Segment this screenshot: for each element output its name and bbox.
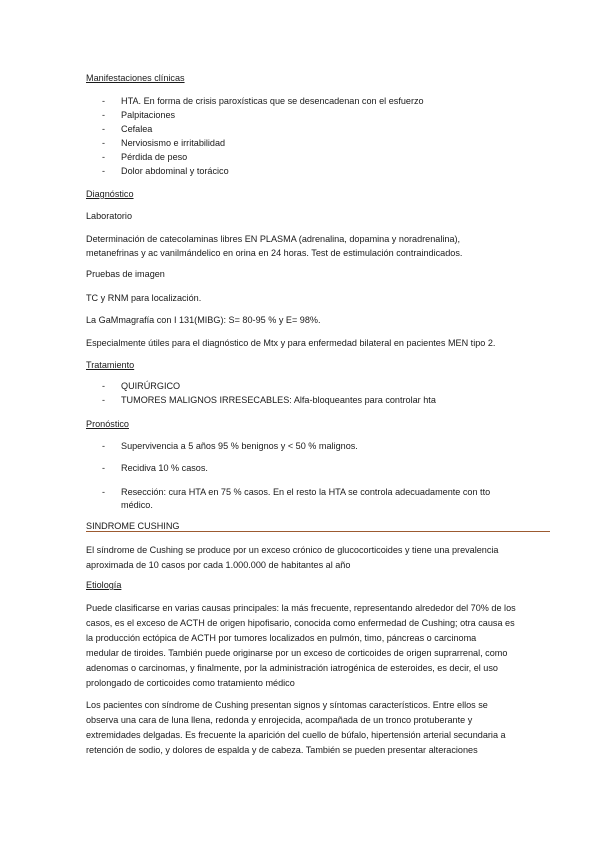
bullet: - xyxy=(102,96,105,106)
heading-etiologia: Etiología xyxy=(86,580,122,590)
paragraph-line: prolongado de corticoides como tratamiento médico xyxy=(86,678,295,688)
paragraph-line: medular de tiroides. También puede originarse por un exceso de corticoides de origen suprarrenal, como xyxy=(86,648,508,658)
paragraph-line: adenomas o carcinomas, y finalmente, por la administración iatrogénica de esteroides, es decir, el uso xyxy=(86,663,498,673)
subheading-laboratorio: Laboratorio xyxy=(86,211,133,221)
bullet: - xyxy=(102,487,105,497)
list-item: Dolor abdominal y torácico xyxy=(121,166,229,176)
list-item-continuation: médico. xyxy=(121,500,153,510)
heading-tratamiento: Tratamiento xyxy=(86,360,135,370)
bullet: - xyxy=(102,166,105,176)
list-item: Recidiva 10 % casos. xyxy=(121,463,208,473)
list-item: Supervivencia a 5 años 95 % benignos y < 50 % malignos. xyxy=(121,441,358,451)
paragraph-line: aproximada de 10 casos por cada 1.000.000 de habitantes al año xyxy=(86,560,351,570)
bullet: - xyxy=(102,124,105,134)
paragraph-line: Puede clasificarse en varias causas principales: la más frecuente, representando alrededor del 70% de los xyxy=(86,603,516,613)
list-item: Pérdida de peso xyxy=(121,152,188,162)
paragraph-line: Determinación de catecolaminas libres EN PLASMA (adrenalina, dopamina y noradrenalina), xyxy=(86,234,461,244)
bullet: - xyxy=(102,463,105,473)
bullet: - xyxy=(102,152,105,162)
heading-pronostico: Pronóstico xyxy=(86,419,129,429)
list-item: TUMORES MALIGNOS IRRESECABLES: Alfa-bloqueantes para controlar hta xyxy=(121,395,436,405)
paragraph-line: Los pacientes con síndrome de Cushing presentan signos y síntomas característicos. Entre ellos se xyxy=(86,700,488,710)
bullet: - xyxy=(102,110,105,120)
paragraph-line: TC y RNM para localización. xyxy=(86,293,202,303)
bullet: - xyxy=(102,395,105,405)
bullet: - xyxy=(102,138,105,148)
heading-manifestaciones: Manifestaciones clínicas xyxy=(86,73,185,83)
list-item: HTA. En forma de crisis paroxísticas que se desencadenan con el esfuerzo xyxy=(121,96,424,106)
paragraph-line: metanefrinas y ac vanilmándelico en orina en 24 horas. Test de estimulación contraindicados. xyxy=(86,248,463,258)
paragraph-line: La GaMmagrafía con I 131(MIBG): S= 80-95 % y E= 98%. xyxy=(86,315,321,325)
list-item: QUIRÚRGICO xyxy=(121,381,181,391)
list-item: Nerviosismo e irritabilidad xyxy=(121,138,226,148)
paragraph-line: observa una cara de luna llena, redonda y enrojecida, acompañada de un tronco protuberante y xyxy=(86,715,473,725)
subheading-imagen: Pruebas de imagen xyxy=(86,269,165,279)
list-item: Cefalea xyxy=(121,124,153,134)
paragraph-line: extremidades delgadas. Es frecuente la aparición del cuello de búfalo, hipertensión arterial secundaria a xyxy=(86,730,506,740)
paragraph-line: la producción ectópica de ACTH por tumores localizados en pulmón, timo, páncreas o carcinoma xyxy=(86,633,477,643)
paragraph-line: El síndrome de Cushing se produce por un exceso crónico de glucocorticoides y tiene una prevalencia xyxy=(86,545,499,555)
section-divider xyxy=(86,531,550,532)
list-item: Resección: cura HTA en 75 % casos. En el resto la HTA se controla adecuadamente con tto xyxy=(121,487,491,497)
paragraph-line: Especialmente útiles para el diagnóstico de Mtx y para enfermedad bilateral en pacientes MEN tipo 2. xyxy=(86,338,496,348)
heading-diagnostico: Diagnóstico xyxy=(86,189,134,199)
paragraph-line: retención de sodio, y dolores de espalda y de cabeza. También se pueden presentar alteraciones xyxy=(86,745,478,755)
bullet: - xyxy=(102,381,105,391)
bullet: - xyxy=(102,441,105,451)
paragraph-line: casos, es el exceso de ACTH de origen hipofisario, conocida como enfermedad de Cushing; otra causa es xyxy=(86,618,515,628)
section-title-cushing: SINDROME CUSHING xyxy=(86,521,180,531)
list-item: Palpitaciones xyxy=(121,110,176,120)
